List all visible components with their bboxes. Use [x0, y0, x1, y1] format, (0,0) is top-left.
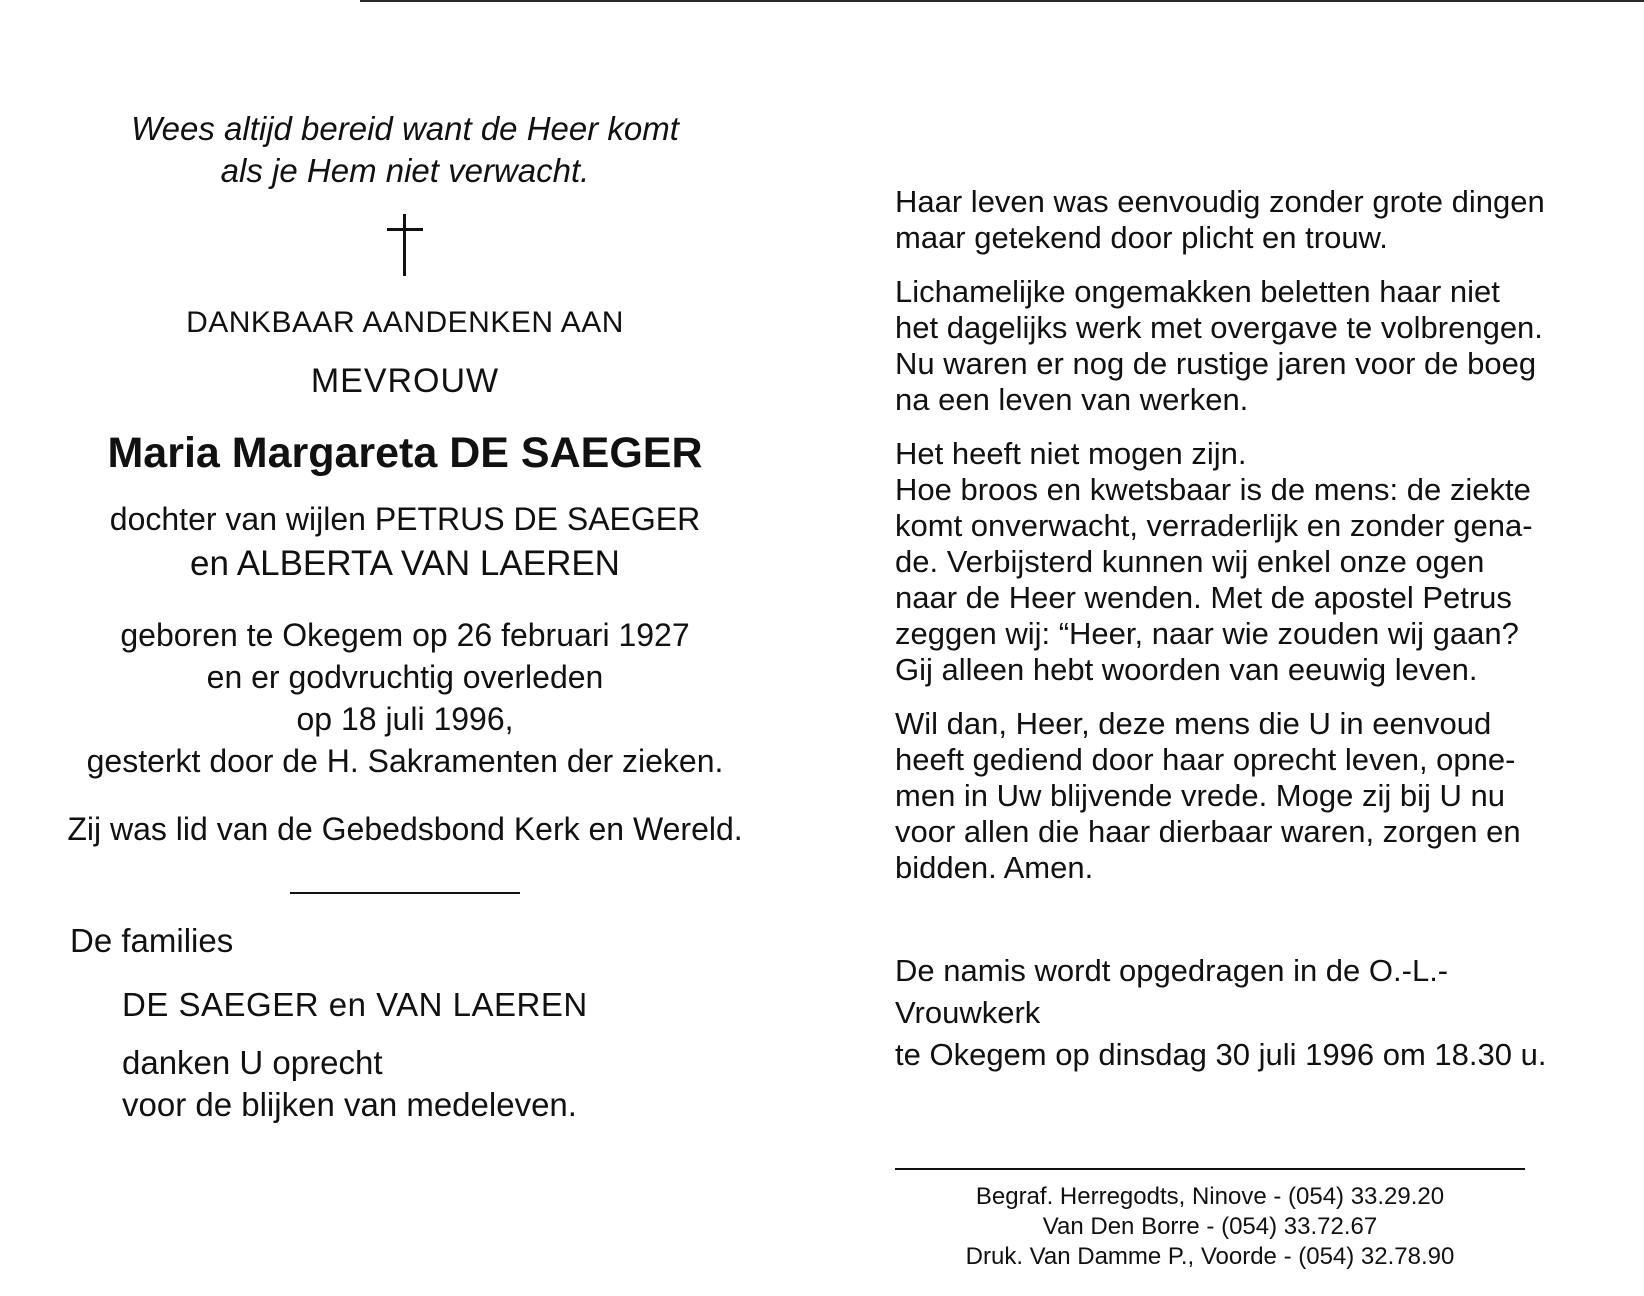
cross-icon — [385, 214, 425, 276]
paragraph-line: zeggen wij: “Heer, naar wie zouden wij gaan? — [895, 616, 1519, 651]
paragraph-line: Wil dan, Heer, deze mens die U in eenvoud — [895, 706, 1492, 741]
credit-second: Van Den Borre - (054) 33.72.67 — [1042, 1213, 1378, 1240]
paragraph-2 — [895, 274, 1555, 418]
died-line-2: op 18 juli 1996, — [296, 701, 514, 737]
right-column — [895, 184, 1555, 1272]
paragraph-line: men in Uw blijvende vrede. Moge zij bij U nu — [895, 778, 1505, 813]
paragraph-1 — [895, 184, 1555, 256]
top-edge-line — [360, 0, 1644, 2]
left-column — [60, 108, 750, 1126]
thanks-line-2: voor de blijken van medeleven. — [122, 1086, 577, 1123]
paragraph-line: voor allen die haar dierbaar waren, zorgen en — [895, 814, 1521, 849]
deceased-name: Maria Margareta DE SAEGER — [107, 429, 703, 477]
quote-line-1: Wees altijd bereid want de Heer komt — [131, 110, 679, 147]
paragraph-line: Het heeft niet mogen zijn. — [895, 436, 1247, 471]
membership-line: Zij was lid van de Gebedsbond Kerk en Wereld. — [67, 811, 743, 847]
paragraph-line: Gij alleen hebt woorden van eeuwig leven. — [895, 652, 1478, 687]
credits — [895, 1182, 1525, 1272]
credits-divider — [895, 1168, 1525, 1170]
families-names: DE SAEGER en VAN LAEREN — [122, 986, 588, 1023]
sacraments-line: gesterkt door de H. Sakramenten der zieken. — [86, 743, 724, 779]
dates-block — [60, 614, 750, 782]
memorial-heading: DANKBAAR AANDENKEN AAN — [186, 306, 624, 339]
mass-announcement — [895, 950, 1555, 1076]
paragraph-line: bidden. Amen. — [895, 850, 1094, 885]
paragraph-line: naar de Heer wenden. Met de apostel Petrus — [895, 580, 1512, 615]
paragraph-line: Haar leven was eenvoudig zonder grote dingen — [895, 184, 1545, 219]
parents-line-2: en ALBERTA VAN LAEREN — [190, 544, 620, 583]
paragraph-line: heeft gediend door haar oprecht leven, opne- — [895, 742, 1516, 777]
thanks-line-1: danken U oprecht — [122, 1044, 383, 1081]
born-line: geboren te Okegem op 26 februari 1927 — [120, 617, 690, 653]
paragraph-line: na een leven van werken. — [895, 382, 1249, 417]
paragraph-line: Nu waren er nog de rustige jaren voor de boeg — [895, 346, 1537, 381]
quote-line-2: als je Hem niet verwacht. — [220, 152, 590, 189]
credit-printer: Druk. Van Damme P., Voorde - (054) 32.78.90 — [965, 1243, 1455, 1270]
memorial-title: MEVROUW — [310, 362, 500, 400]
paragraph-line: maar getekend door plicht en trouw. — [895, 220, 1388, 255]
paragraph-line: Lichamelijke ongemakken beletten haar niet — [895, 274, 1500, 309]
died-line-1: en er godvruchtig overleden — [206, 659, 604, 695]
paragraph-line: komt onverwacht, verraderlijk en zonder gena- — [895, 508, 1533, 543]
divider — [290, 892, 520, 894]
credit-funeral-home: Begraf. Herregodts, Ninove - (054) 33.29.20 — [975, 1183, 1445, 1210]
paragraph-line: de. Verbijsterd kunnen wij enkel onze ogen — [895, 544, 1485, 579]
parents-line-1: dochter van wijlen PETRUS DE SAEGER — [109, 501, 701, 537]
paragraph-3 — [895, 436, 1555, 688]
mass-line-2: te Okegem op dinsdag 30 juli 1996 om 18.30 u. — [895, 1037, 1547, 1072]
paragraph-line: het dagelijks werk met overgave te volbrengen. — [895, 310, 1543, 345]
families-lead: De families — [70, 922, 234, 959]
paragraph-4 — [895, 706, 1555, 886]
paragraph-line: Hoe broos en kwetsbaar is de mens: de ziekte — [895, 472, 1531, 507]
mass-line-1: De namis wordt opgedragen in de O.-L.-Vrouwkerk — [895, 953, 1449, 1030]
